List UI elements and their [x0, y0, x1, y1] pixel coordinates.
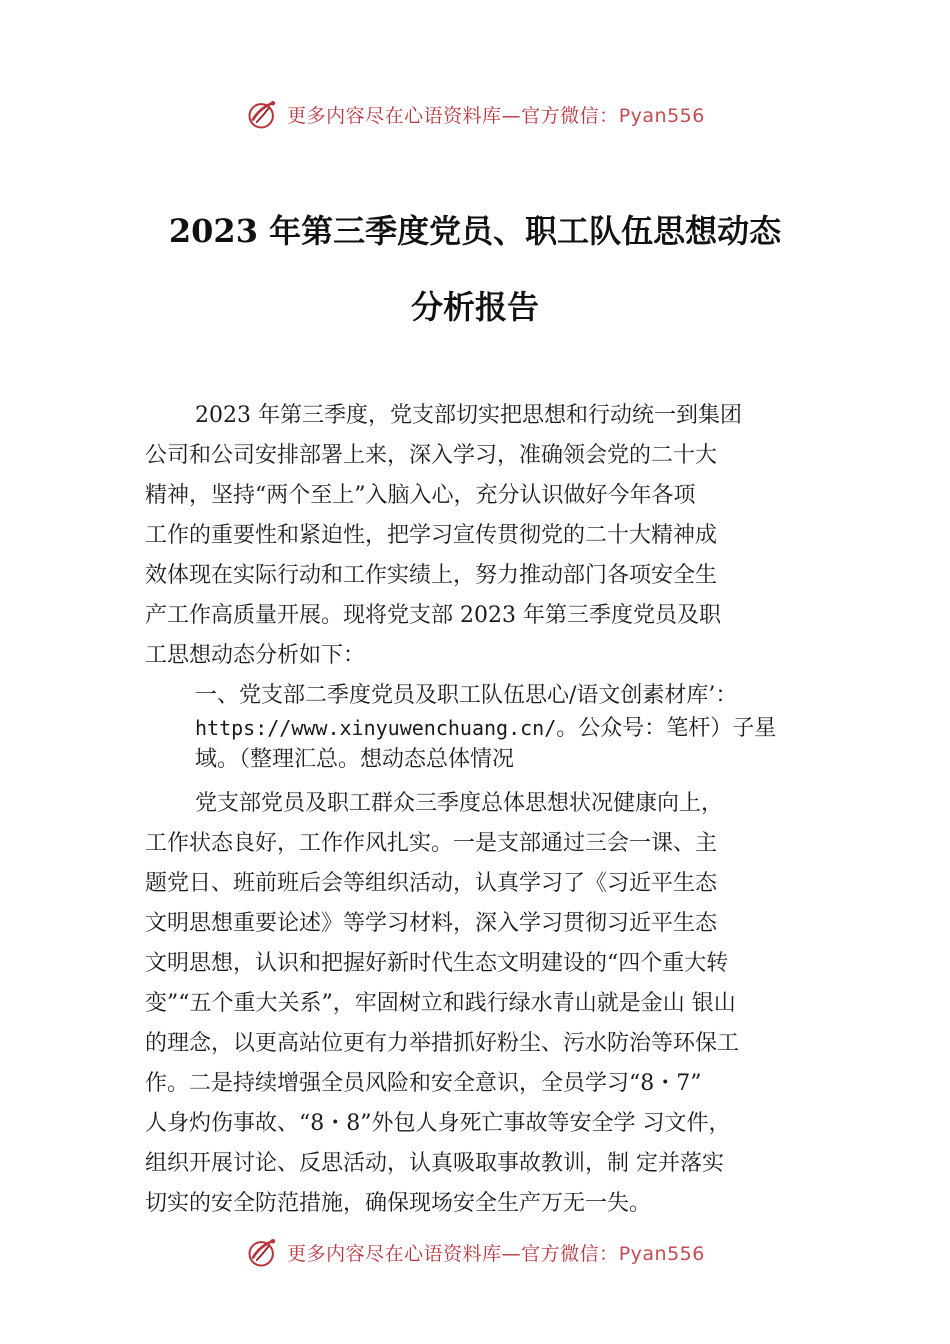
section-heading-line: 一、党支部二季度党员及职工队伍思心/语文创素材库’： — [195, 683, 738, 708]
text-line: 精神，坚持“两个至上”入脑入心，充分认识做好今年各项 — [145, 483, 696, 508]
text-line: 切实的安全防范措施，确保现场安全生产万无一失。 — [145, 1191, 652, 1216]
footer-banner — [0, 1232, 950, 1272]
brand-logo-icon — [245, 96, 281, 132]
banner-separator: — — [501, 104, 522, 127]
banner-wechat-id: Pyan556 — [618, 104, 705, 127]
text-line: 党支部党员及职工群众三季度总体思想状况健康向上， — [195, 791, 724, 816]
section-heading-line — [195, 712, 845, 744]
banner-text — [287, 101, 705, 128]
text-line: 文明思想，认识和把握好新时代生态文明建设的“四个重大转 — [145, 951, 729, 976]
paragraph-overall-status — [145, 784, 835, 1224]
text-line: 产工作高质量开展。现将党支部 2023 年第三季度党员及职 — [145, 603, 721, 628]
text-line: 作。二是持续增强全员风险和安全意识，全员学习“8・7” — [145, 1071, 702, 1096]
banner-wechat-label: 官方微信： — [521, 104, 619, 127]
text-line: 组织开展讨论、反思活动，认真吸取事故教训，制 定并落实 — [145, 1151, 724, 1176]
brand-logo-icon — [245, 1234, 281, 1270]
banner-wechat-label: 官方微信： — [521, 1242, 619, 1265]
text-line: 2023 年第三季度，党支部切实把思想和行动统一到集团 — [195, 403, 742, 428]
document-title-line2: 分析报告 — [410, 288, 539, 326]
section-heading-text: 。公众号：笔杆）子星 — [556, 716, 777, 741]
text-line: 工思想动态分析如下： — [145, 643, 366, 668]
paragraph-intro — [145, 396, 835, 676]
text-line: 人身灼伤事故、“8・8”外包人身死亡事故等安全学 习文件， — [145, 1111, 731, 1136]
banner-brand: 更多内容尽在心语资料库 — [287, 104, 502, 127]
text-line: 题党日、班前班后会等组织活动，认真学习了《习近平生态 — [145, 871, 718, 896]
text-line: 公司和公司安排部署上来，深入学习，准确领会党的二十大 — [145, 443, 718, 468]
header-banner — [0, 94, 950, 134]
banner-separator: — — [501, 1242, 522, 1265]
source-url-link[interactable]: https://www.xinyuwenchuang.cn/ — [195, 716, 557, 740]
banner-wechat-id: Pyan556 — [618, 1242, 705, 1265]
document-title-line1: 2023 年第三季度党员、职工队伍思想动态 — [168, 212, 782, 250]
section-heading-line: 域。（整理汇总。想动态总体情况 — [195, 747, 515, 772]
text-line: 变”“五个重大关系”，牢固树立和践行绿水青山就是金山 银山 — [145, 991, 736, 1016]
text-line: 工作状态良好，工作作风扎实。一是支部通过三会一课、主 — [145, 831, 718, 856]
text-line: 文明思想重要论述》等学习材料，深入学习贯彻习近平生态 — [145, 911, 718, 936]
banner-text — [287, 1239, 705, 1266]
section-heading-1 — [195, 680, 845, 776]
text-line: 工作的重要性和紧迫性，把学习宣传贯彻党的二十大精神成 — [145, 523, 718, 548]
text-line: 效体现在实际行动和工作实绩上，努力推动部门各项安全生 — [145, 563, 718, 588]
banner-brand: 更多内容尽在心语资料库 — [287, 1242, 502, 1265]
text-line: 的理念，以更高站位更有力举措抓好粉尘、污水防治等环保工 — [145, 1031, 740, 1056]
